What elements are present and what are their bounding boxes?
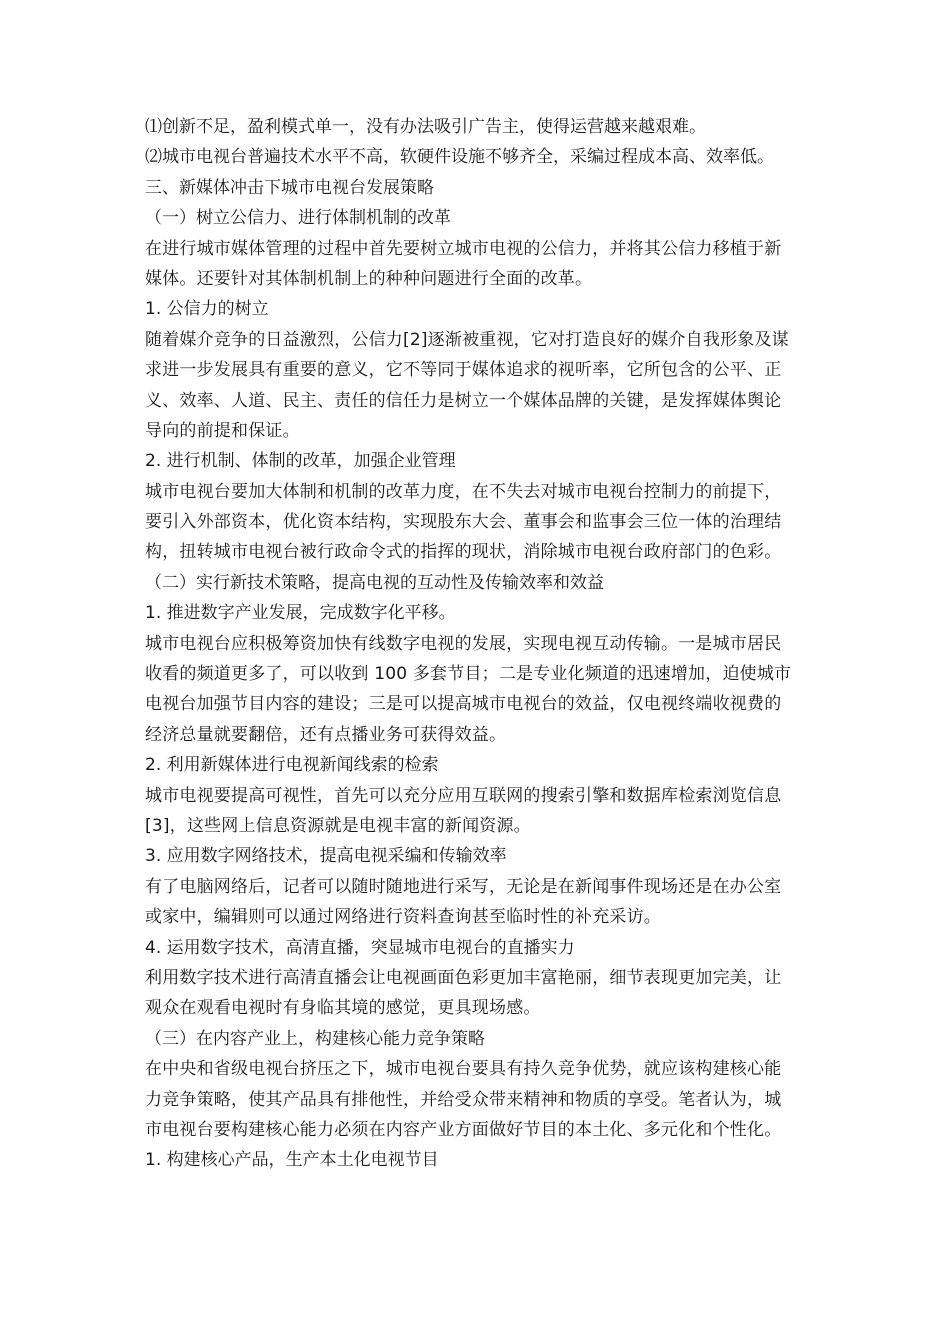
subsection-heading-3: （三）在内容产业上，构建核心能力竞争策略 xyxy=(145,1028,485,1049)
paragraph-line: 观众在观看电视时有身临其境的感觉，更具现场感。 xyxy=(145,998,541,1019)
paragraph-line: 市电视台要构建核心能力必须在内容产业方面做好节目的本土化、多元化和个性化。 xyxy=(145,1119,782,1140)
list-item-2: ⑵城市电视台普遍技术水平不高，软硬件设施不够齐全，采编过程成本高、效率低。 xyxy=(145,147,774,168)
item-heading: 1. 公信力的树立 xyxy=(145,299,269,320)
paragraph-line: 导向的前提和保证。 xyxy=(145,420,300,441)
paragraph-line: 在中央和省级电视台挤压之下，城市电视台要具有持久竞争优势，就应该构建核心能 xyxy=(145,1059,782,1080)
paragraph-line: [3]，这些网上信息资源就是电视丰富的新闻资源。 xyxy=(145,815,531,836)
item-heading: 2. 利用新媒体进行电视新闻线索的检索 xyxy=(145,755,439,776)
paragraph-line: 力竞争策略，使其产品具有排他性，并给受众带来精神和物质的享受。笔者认为，城 xyxy=(145,1089,782,1110)
item-heading: 1. 推进数字产业发展，完成数字化平移。 xyxy=(145,603,456,624)
item-heading: 3. 应用数字网络技术，提高电视采编和传输效率 xyxy=(145,846,507,867)
paragraph-line: 随着媒介竞争的日益激烈，公信力[2]逐渐被重视，它对打造良好的媒介自我形象及谋 xyxy=(145,329,789,350)
paragraph-line: 经济总量就要翻倍，还有点播业务可获得效益。 xyxy=(145,724,507,745)
document-body xyxy=(145,112,805,1176)
paragraph-line: 电视台加强节目内容的建设；三是可以提高城市电视台的效益，仅电视终端收视费的 xyxy=(145,694,782,715)
paragraph-line: 义、效率、人道、民主、责任的信任力是树立一个媒体品牌的关键，是发挥媒体舆论 xyxy=(145,390,782,411)
item-heading: 4. 运用数字技术，高清直播，突显城市电视台的直播实力 xyxy=(145,937,575,958)
paragraph-line: 收看的频道更多了，可以收到 100 多套节目；二是专业化频道的迅速增加，迫使城市 xyxy=(145,664,792,685)
paragraph-line: 利用数字技术进行高清直播会让电视画面色彩更加丰富艳丽，细节表现更加完美，让 xyxy=(145,967,782,988)
paragraph-line: 媒体。还要针对其体制机制上的种种问题进行全面的改革。 xyxy=(145,268,593,289)
paragraph-line: 求进一步发展具有重要的意义，它不等同于媒体追求的视听率，它所包含的公平、正 xyxy=(145,360,782,381)
paragraph-line: 城市电视台要加大体制和机制的改革力度，在不失去对城市电视台控制力的前提下， xyxy=(145,481,782,502)
subsection-heading-1: （一）树立公信力、进行体制机制的改革 xyxy=(145,208,451,229)
paragraph-line: 或家中，编辑则可以通过网络进行资料查询甚至临时性的补充采访。 xyxy=(145,907,661,928)
paragraph-line: 有了电脑网络后，记者可以随时随地进行采写，无论是在新闻事件现场还是在办公室 xyxy=(145,876,782,897)
paragraph-line: 要引入外部资本，优化资本结构，实现股东大会、董事会和监事会三位一体的治理结 xyxy=(145,512,782,533)
paragraph-line: 城市电视台应积极筹资加快有线数字电视的发展，实现电视互动传输。一是城市居民 xyxy=(145,633,782,654)
paragraph-line: 构，扭转城市电视台被行政命令式的指挥的现状，消除城市电视台政府部门的色彩。 xyxy=(145,542,782,563)
list-item-1: ⑴创新不足，盈利模式单一，没有办法吸引广告主，使得运营越来越艰难。 xyxy=(145,117,706,137)
subsection-heading-2: （二）实行新技术策略，提高电视的互动性及传输效率和效益 xyxy=(145,572,604,593)
item-heading: 1. 构建核心产品，生产本土化电视节目 xyxy=(145,1150,439,1171)
item-heading: 2. 进行机制、体制的改革，加强企业管理 xyxy=(145,451,456,472)
section-heading-3: 三、新媒体冲击下城市电视台发展策略 xyxy=(145,177,434,198)
paragraph-line: 在进行城市媒体管理的过程中首先要树立城市电视的公信力，并将其公信力移植于新 xyxy=(145,238,782,259)
paragraph-line: 城市电视要提高可视性，首先可以充分应用互联网的搜索引擎和数据库检索浏览信息 xyxy=(145,785,782,806)
